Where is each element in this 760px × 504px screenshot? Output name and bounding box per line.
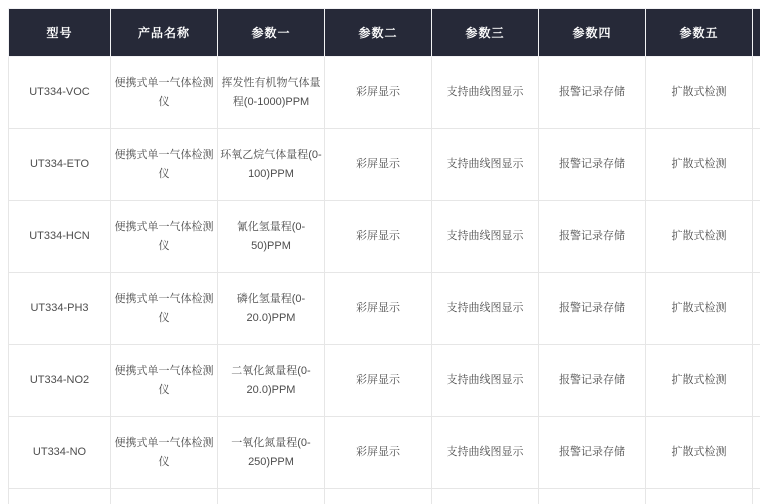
column-header-param5: 参数五 [646, 9, 753, 57]
column-header-product-name: 产品名称 [111, 9, 218, 57]
cell-param4: 报警记录存储 [539, 273, 646, 345]
cell-extra [753, 417, 760, 489]
cell-param3: 支持曲线图显示 [432, 417, 539, 489]
cell-param4: 报警记录存储 [539, 57, 646, 129]
cell-extra [753, 57, 760, 129]
table-row [9, 417, 760, 489]
cell-product-name: 便携式单一气体检测仪 [111, 417, 218, 489]
table-row [9, 129, 760, 201]
table-row-partial [9, 489, 760, 504]
cell-param5: 扩散式检测 [646, 417, 753, 489]
cell-param4: 报警记录存储 [539, 201, 646, 273]
cell-extra [753, 129, 760, 201]
cell-extra [753, 345, 760, 417]
cell-model: UT334-NO2 [9, 345, 111, 417]
cell-model: UT334-PH3 [9, 273, 111, 345]
cell-model: UT334-VOC [9, 57, 111, 129]
cell-model: UT334-NO [9, 417, 111, 489]
cell-param1 [218, 489, 325, 504]
cell-product-name: 便携式单一气体检测仪 [111, 57, 218, 129]
cell-product-name: 便携式单一气体检测仪 [111, 129, 218, 201]
cell-param3: 支持曲线图显示 [432, 129, 539, 201]
cell-extra [753, 273, 760, 345]
table-body [9, 57, 760, 504]
cell-param5 [646, 489, 753, 504]
cell-param1: 磷化氢量程(0-20.0)PPM [218, 273, 325, 345]
cell-param4: 报警记录存储 [539, 345, 646, 417]
header-row [9, 9, 760, 57]
cell-param5: 扩散式检测 [646, 273, 753, 345]
column-header-model: 型号 [9, 9, 111, 57]
cell-extra [753, 489, 760, 504]
cell-param4: 报警记录存储 [539, 417, 646, 489]
cell-param2: 彩屏显示 [325, 57, 432, 129]
column-header-param2: 参数二 [325, 9, 432, 57]
column-header-param4: 参数四 [539, 9, 646, 57]
cell-model [9, 489, 111, 504]
cell-param1: 环氧乙烷气体量程(0-100)PPM [218, 129, 325, 201]
cell-model: UT334-ETO [9, 129, 111, 201]
cell-param5: 扩散式检测 [646, 57, 753, 129]
cell-param3: 支持曲线图显示 [432, 201, 539, 273]
cell-product-name: 便携式单一气体检测仪 [111, 201, 218, 273]
cell-param5: 扩散式检测 [646, 129, 753, 201]
table-row [9, 57, 760, 129]
cell-param2: 彩屏显示 [325, 273, 432, 345]
column-header-param1: 参数一 [218, 9, 325, 57]
cell-param4: 报警记录存储 [539, 129, 646, 201]
table-header [9, 9, 760, 57]
cell-param1: 氰化氢量程(0-50)PPM [218, 201, 325, 273]
cell-param3: 支持曲线图显示 [432, 57, 539, 129]
cell-param1: 挥发性有机物气体量程(0-1000)PPM [218, 57, 325, 129]
cell-param3: 支持曲线图显示 [432, 273, 539, 345]
table-row [9, 201, 760, 273]
cell-param3 [432, 489, 539, 504]
cell-param5: 扩散式检测 [646, 201, 753, 273]
cell-param2: 彩屏显示 [325, 201, 432, 273]
column-header-extra [753, 9, 760, 57]
cell-product-name: 便携式单一气体检测仪 [111, 345, 218, 417]
cell-param1: 二氧化氮量程(0-20.0)PPM [218, 345, 325, 417]
cell-product-name: 便携式单一气体检测仪 [111, 273, 218, 345]
column-header-param3: 参数三 [432, 9, 539, 57]
cell-param2: 彩屏显示 [325, 129, 432, 201]
cell-param2 [325, 489, 432, 504]
cell-param2: 彩屏显示 [325, 345, 432, 417]
table-row [9, 345, 760, 417]
cell-param5: 扩散式检测 [646, 345, 753, 417]
product-spec-table [8, 8, 760, 504]
cell-product-name [111, 489, 218, 504]
cell-param3: 支持曲线图显示 [432, 345, 539, 417]
cell-model: UT334-HCN [9, 201, 111, 273]
cell-extra [753, 201, 760, 273]
cell-param4 [539, 489, 646, 504]
cell-param2: 彩屏显示 [325, 417, 432, 489]
cell-param1: 一氧化氮量程(0-250)PPM [218, 417, 325, 489]
table-row [9, 273, 760, 345]
